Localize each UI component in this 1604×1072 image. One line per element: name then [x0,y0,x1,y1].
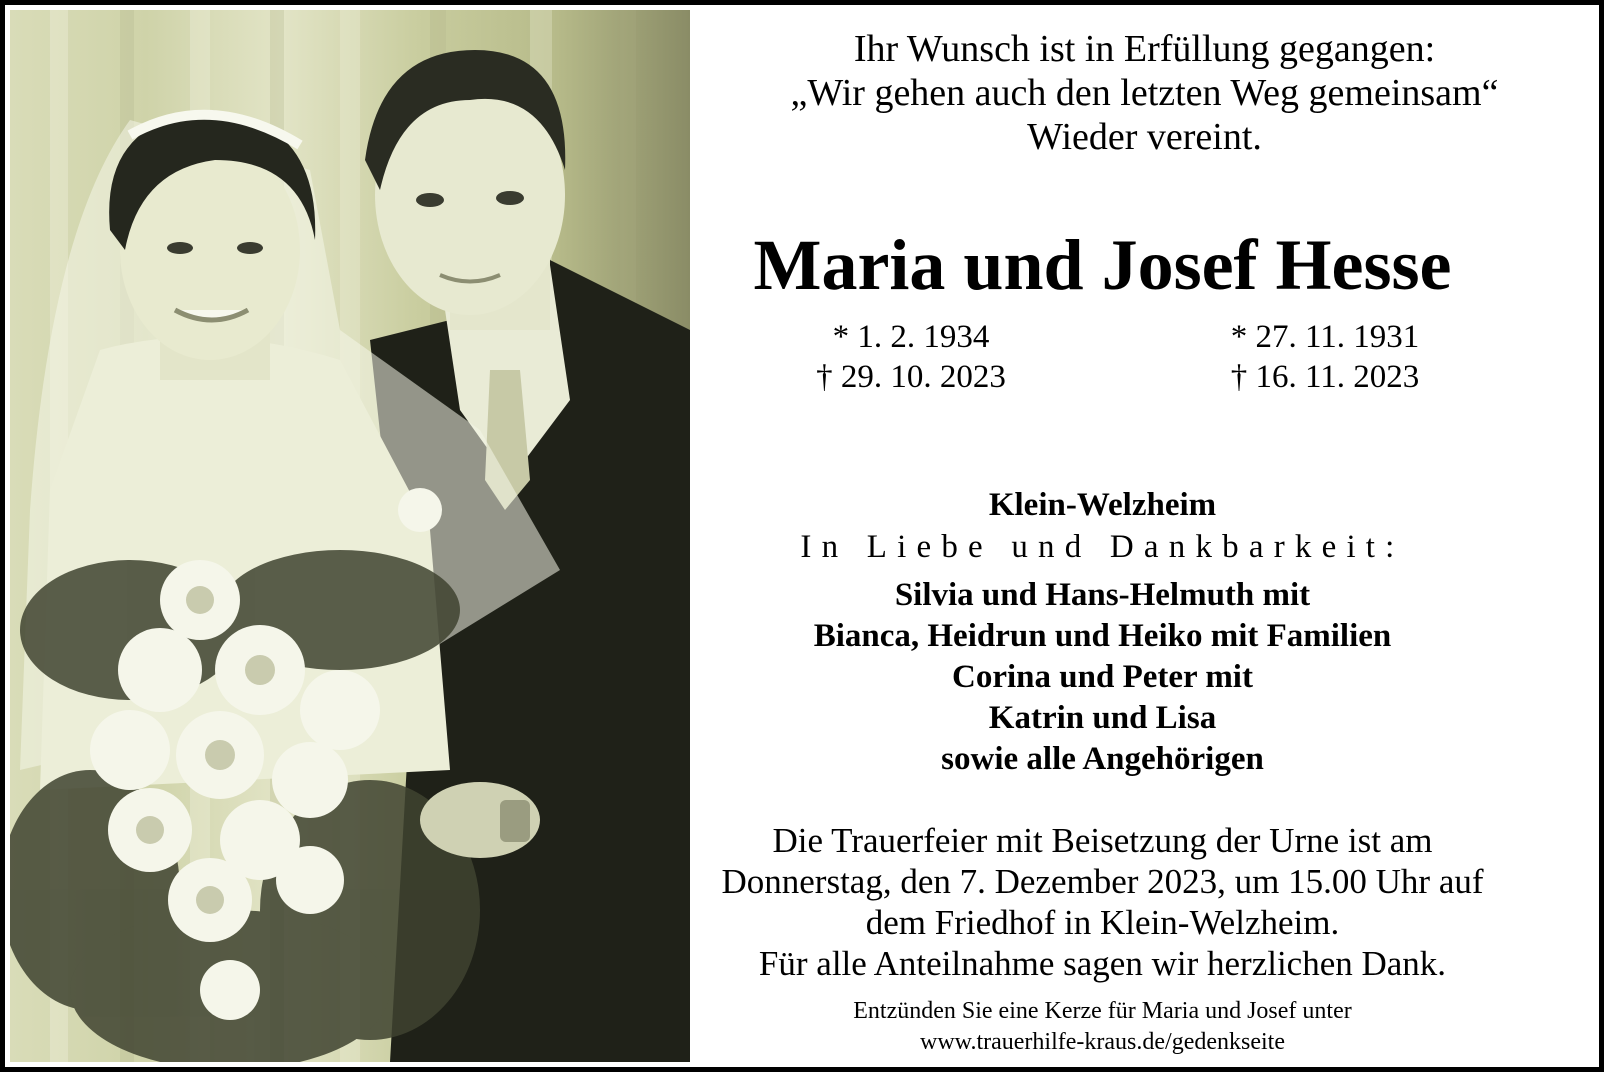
family-line-1: Silvia und Hans-Helmuth mit [894,577,1311,613]
josef-death-date: † 16. 11. 2023 [1230,359,1420,395]
place-name: Klein-Welzheim [988,487,1217,523]
notice-line-2: Donnerstag, den 7. Dezember 2023, um 15.00 Uhr auf [721,862,1484,901]
wedding-photo [10,10,690,1062]
family-line-5: sowie alle Angehörigen [941,741,1264,777]
wedding-photo-illustration [10,10,690,1062]
family-line-4: Katrin und Lisa [988,700,1217,736]
family-line-3: Corina und Peter mit [952,659,1253,695]
notice-line-1: Die Trauerfeier mit Beisetzung der Urne ist am [772,821,1433,860]
josef-birth-date: * 27. 11. 1931 [1230,319,1420,355]
notice-line-4: Für alle Anteilnahme sagen wir herzlichen Dank. [758,944,1447,983]
gratitude-line: In Liebe und Dankbarkeit: [800,529,1405,565]
motto-line-3: Wieder vereint. [1027,116,1262,158]
motto-line-1: Ihr Wunsch ist in Erfüllung gegangen: [853,28,1436,70]
motto-line-2: „Wir gehen auch den letzten Weg gemeinsam“ [790,72,1499,114]
maria-death-date: † 29. 10. 2023 [816,359,1006,395]
maria-birth-date: * 1. 2. 1934 [832,319,990,355]
obituary-text-panel [690,5,1599,1067]
notice-line-3: dem Friedhof in Klein-Welzheim. [865,903,1340,942]
family-line-2: Bianca, Heidrun und Heiko mit Familien [813,618,1392,654]
memorial-url-link[interactable]: www.trauerhilfe-kraus.de/gedenkseite [920,1029,1285,1055]
candle-text: Entzünden Sie eine Kerze für Maria und Josef unter [853,998,1352,1024]
deceased-names: Maria und Josef Hesse [753,225,1452,305]
